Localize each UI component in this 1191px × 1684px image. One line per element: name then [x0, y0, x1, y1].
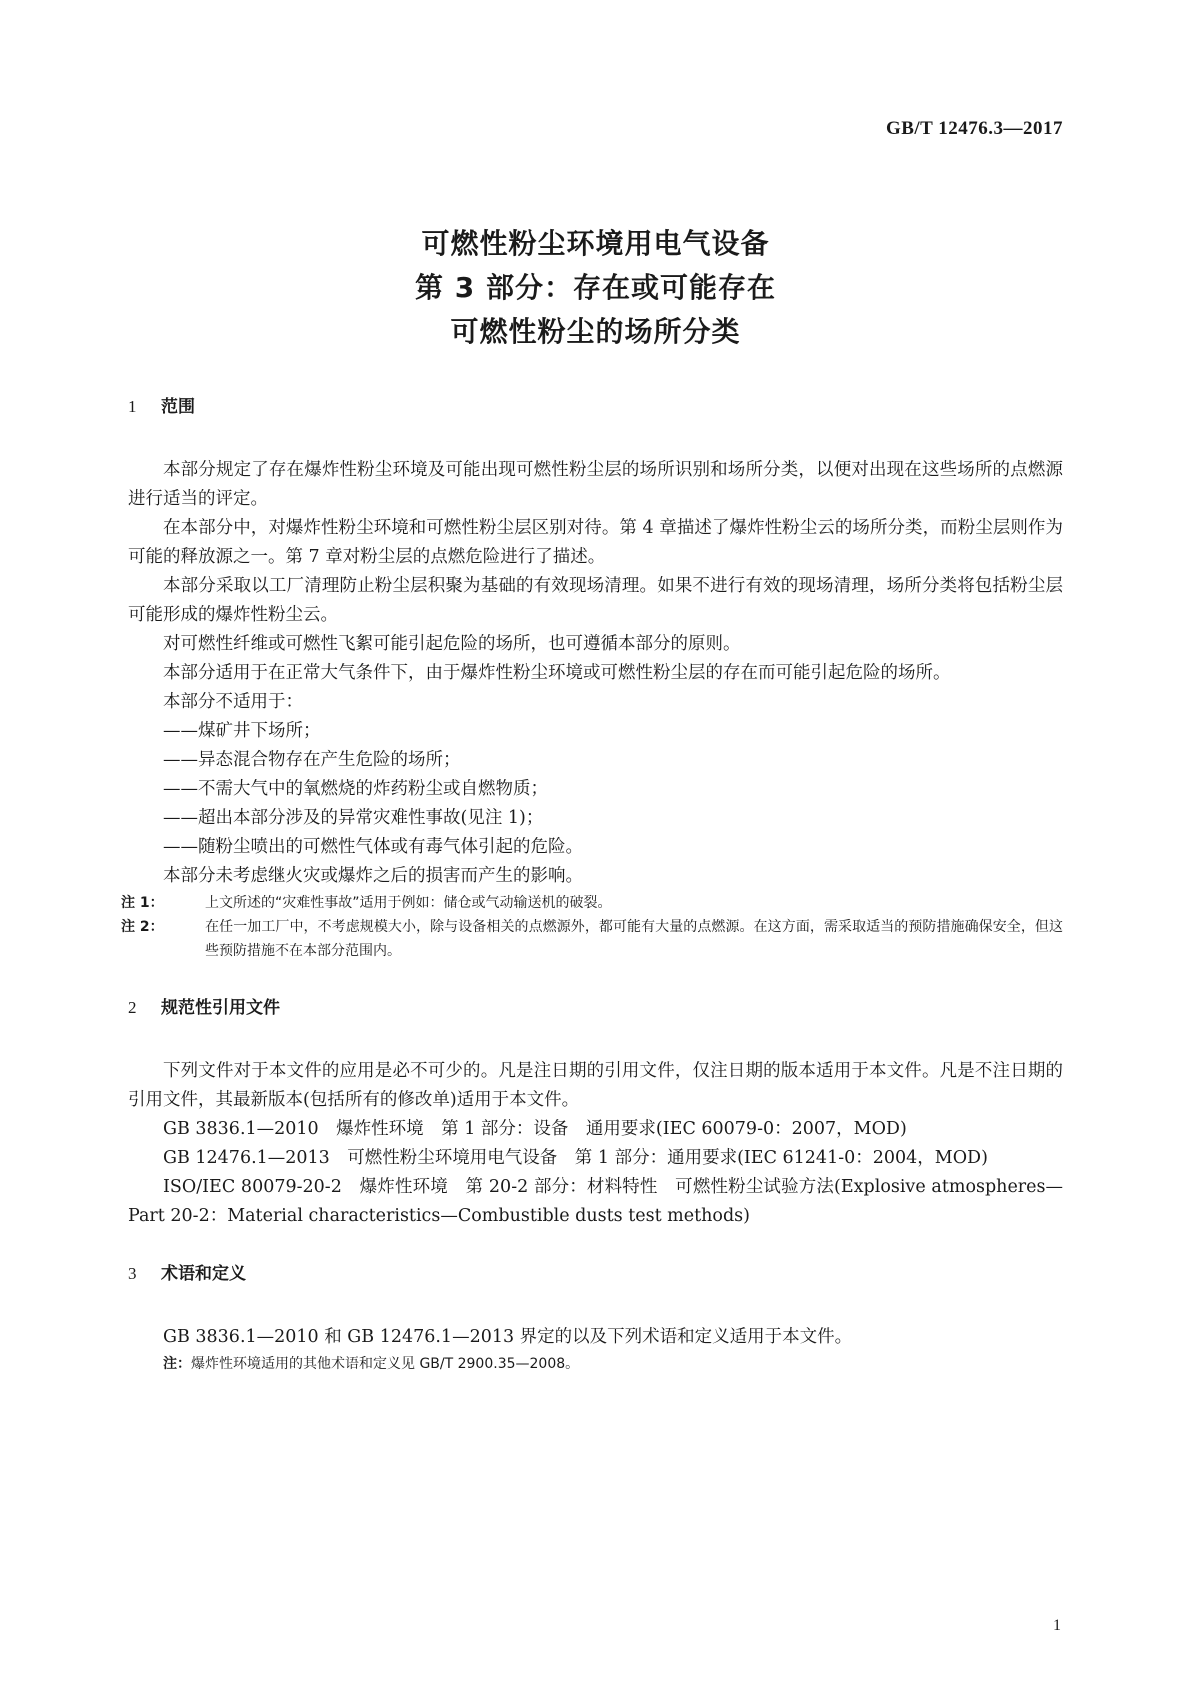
document-title [0, 222, 1191, 354]
paragraph: 本部分规定了存在爆炸性粉尘环境及可能出现可燃性粉尘层的场所识别和场所分类，以便对出现在这些场所的点燃源进行适当的评定。 [128, 460, 1063, 509]
list-item: ——不需大气中的氧燃烧的炸药粉尘或自燃物质； [163, 779, 548, 799]
paragraph: GB 3836.1—2010 和 GB 12476.1—2013 界定的以及下列术语和定义适用于本文件。 [163, 1327, 853, 1347]
note-label: 注 1： [121, 895, 164, 911]
note-text: 上文所述的“灾难性事故”适用于例如：储仓或气动输送机的破裂。 [205, 895, 612, 911]
paragraph: 下列文件对于本文件的应用是必不可少的。凡是注日期的引用文件，仅注日期的版本适用于本文件。凡是不注日期的引用文件，其最新版本(包括所有的修改单)适用于本文件。 [128, 1061, 1063, 1110]
paragraph: 本部分不适用于： [163, 692, 303, 712]
note-label: 注 2： [121, 919, 164, 935]
section-3-heading [128, 1263, 1063, 1285]
section-title: 范围 [161, 397, 195, 417]
section-title: 规范性引用文件 [161, 998, 280, 1018]
reference-2: GB 12476.1—2013 可燃性粉尘环境用电气设备 第 1 部分：通用要求(IEC 61241-0：2004，MOD) [163, 1148, 988, 1168]
title-line-2: 第 3 部分：存在或可能存在 [415, 271, 776, 304]
reference-3: ISO/IEC 80079-20-2 爆炸性环境 第 20-2 部分：材料特性 可燃性粉尘试验方法(Explosive atmospheres—Part 20-2：Material characteristics—Combustible dusts test methods) [128, 1177, 1063, 1226]
note-text: 爆炸性环境适用的其他术语和定义见 GB/T 2900.35—2008。 [191, 1356, 580, 1372]
reference-1: GB 3836.1—2010 爆炸性环境 第 1 部分：设备 通用要求(IEC 60079-0：2007，MOD) [163, 1119, 907, 1139]
note-2 [121, 915, 1063, 963]
paragraph: 在本部分中，对爆炸性粉尘环境和可燃性粉尘层区别对待。第 4 章描述了爆炸性粉尘云的场所分类，而粉尘层则作为可能的释放源之一。第 7 章对粉尘层的点燃危险进行了描述。 [128, 518, 1063, 567]
title-line-1: 可燃性粉尘环境用电气设备 [421, 227, 770, 260]
section-2-heading [128, 997, 1063, 1019]
list-item: ——超出本部分涉及的异常灾难性事故(见注 1)； [163, 808, 544, 828]
list-item: ——异态混合物存在产生危险的场所； [163, 750, 461, 770]
paragraph: 对可燃性纤维或可燃性飞絮可能引起危险的场所，也可遵循本部分的原则。 [163, 634, 741, 654]
section-number: 2 [128, 998, 137, 1017]
section-title: 术语和定义 [161, 1264, 246, 1284]
standard-code: GB/T 12476.3—2017 [885, 118, 1063, 139]
section-number: 1 [128, 397, 137, 416]
paragraph: 本部分未考虑继火灾或爆炸之后的损害而产生的影响。 [163, 866, 583, 886]
note-1 [121, 891, 1063, 915]
list-item: ——煤矿井下场所； [163, 721, 321, 741]
page-number: 1 [1053, 1617, 1061, 1634]
paragraph: 本部分适用于在正常大气条件下，由于爆炸性粉尘环境或可燃性粉尘层的存在而可能引起危险的场所。 [163, 663, 951, 683]
note-label: 注： [163, 1356, 191, 1372]
section-1-heading [128, 396, 1063, 418]
note [128, 1352, 1063, 1376]
paragraph: 本部分采取以工厂清理防止粉尘层积聚为基础的有效现场清理。如果不进行有效的现场清理，场所分类将包括粉尘层可能形成的爆炸性粉尘云。 [128, 576, 1063, 625]
list-item: ——随粉尘喷出的可燃性气体或有毒气体引起的危险。 [163, 837, 583, 857]
note-text: 在任一加工厂中，不考虑规模大小，除与设备相关的点燃源外，都可能有大量的点燃源。在这方面，需采取适当的预防措施确保安全，但这些预防措施不在本部分范围内。 [205, 919, 1063, 959]
title-line-3: 可燃性粉尘的场所分类 [450, 315, 741, 348]
section-number: 3 [128, 1264, 137, 1283]
document-body [121, 396, 1063, 1376]
